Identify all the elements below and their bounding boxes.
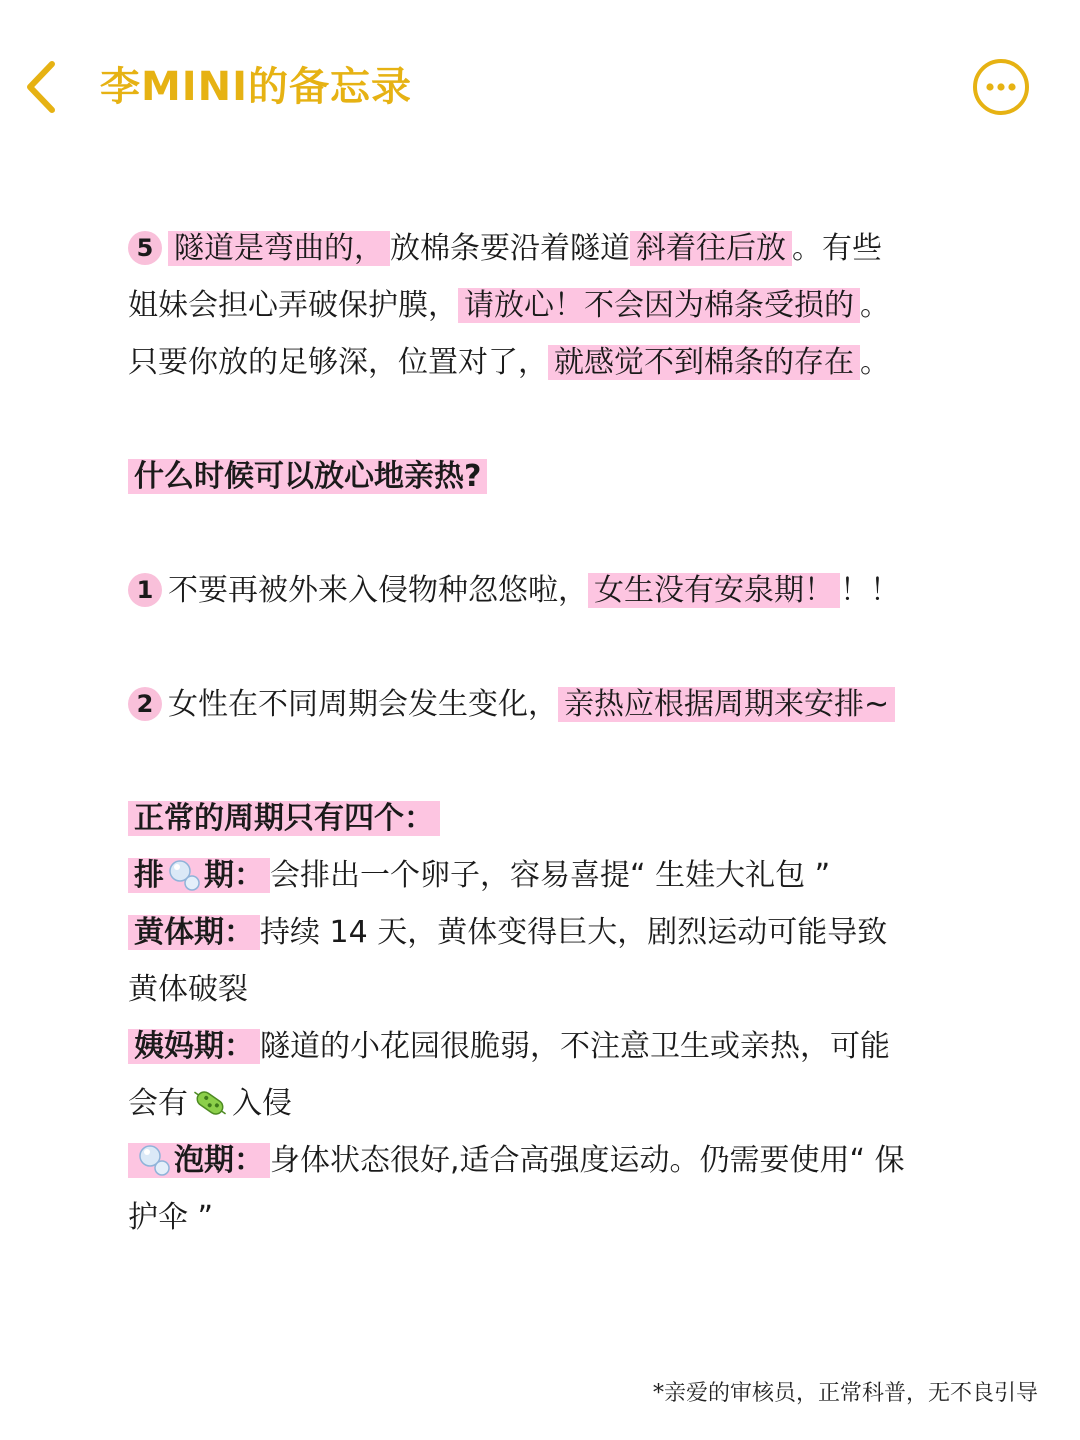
text: 会排出一个卵子，容易喜提“ 生娃大礼包 ”	[270, 858, 831, 893]
heading-text: 什么时候可以放心地亲热?	[128, 459, 487, 494]
text: 。有些	[792, 231, 882, 266]
cycle-ovulation	[128, 847, 988, 904]
microbe-icon	[190, 1083, 230, 1123]
number-badge: 1	[128, 573, 162, 607]
bubbles-icon	[166, 857, 202, 893]
text: 。	[860, 288, 890, 323]
label-text: 排	[134, 858, 164, 893]
cycle-menstrual-cont	[128, 1075, 988, 1132]
cycle-label	[128, 1143, 270, 1178]
text: 身体状态很好,适合高强度运动。仍需要使用“ 保	[270, 1143, 905, 1178]
number-badge: 2	[128, 687, 162, 721]
cycle-follicular-cont	[128, 1189, 988, 1246]
section-heading	[128, 448, 988, 505]
bubbles-icon	[136, 1142, 172, 1178]
highlight: 就感觉不到棉条的存在	[548, 345, 860, 380]
text: 护伞 ”	[128, 1200, 214, 1235]
text: 入侵	[232, 1086, 292, 1121]
cycle-menstrual	[128, 1018, 988, 1075]
number-badge: 5	[128, 231, 162, 265]
block5-line3	[128, 334, 988, 391]
text: 女性在不同周期会发生变化，	[168, 687, 558, 722]
text: 。	[860, 345, 890, 380]
section-heading	[128, 790, 988, 847]
note-content	[128, 220, 988, 1246]
text: 持续 14 天，黄体变得巨大，剧烈运动可能导致	[260, 915, 888, 950]
highlight: 斜着往后放	[630, 231, 792, 266]
text: 姐妹会担心弄破保护膜，	[128, 288, 458, 323]
text: 放棉条要沿着隧道	[390, 231, 630, 266]
footer-disclaimer: *亲爱的审核员，正常科普，无不良引导	[652, 1381, 1038, 1406]
highlight: 女生没有安泉期！	[588, 573, 840, 608]
text: ！！	[840, 573, 900, 608]
text: 会有	[128, 1086, 188, 1121]
page-title: 李MINI的备忘录	[100, 64, 413, 110]
text: 黄体破裂	[128, 972, 248, 1007]
more-dots-icon[interactable]	[972, 58, 1030, 116]
cycle-label	[128, 858, 270, 893]
cycle-luteal	[128, 904, 988, 961]
chevron-left-icon[interactable]	[22, 58, 62, 116]
block5-line2	[128, 277, 988, 334]
cycle-luteal-cont	[128, 961, 988, 1018]
cycle-follicular	[128, 1132, 988, 1189]
item1	[128, 562, 988, 619]
header	[0, 0, 1080, 175]
highlight: 请放心！不会因为棉条受损的	[458, 288, 860, 323]
item2	[128, 676, 988, 733]
cycle-label: 黄体期：	[128, 915, 260, 950]
highlight: 隧道是弯曲的，	[168, 231, 390, 266]
label-text: 期：	[204, 858, 264, 893]
cycle-label: 姨妈期：	[128, 1029, 260, 1064]
heading-text: 正常的周期只有四个：	[128, 801, 440, 836]
text: 只要你放的足够深，位置对了，	[128, 345, 548, 380]
highlight: 亲热应根据周期来安排~	[558, 687, 895, 722]
text: 不要再被外来入侵物种忽悠啦，	[168, 573, 588, 608]
label-text: 泡期：	[174, 1143, 264, 1178]
text: 隧道的小花园很脆弱，不注意卫生或亲热，可能	[260, 1029, 890, 1064]
block5-line1	[128, 220, 988, 277]
